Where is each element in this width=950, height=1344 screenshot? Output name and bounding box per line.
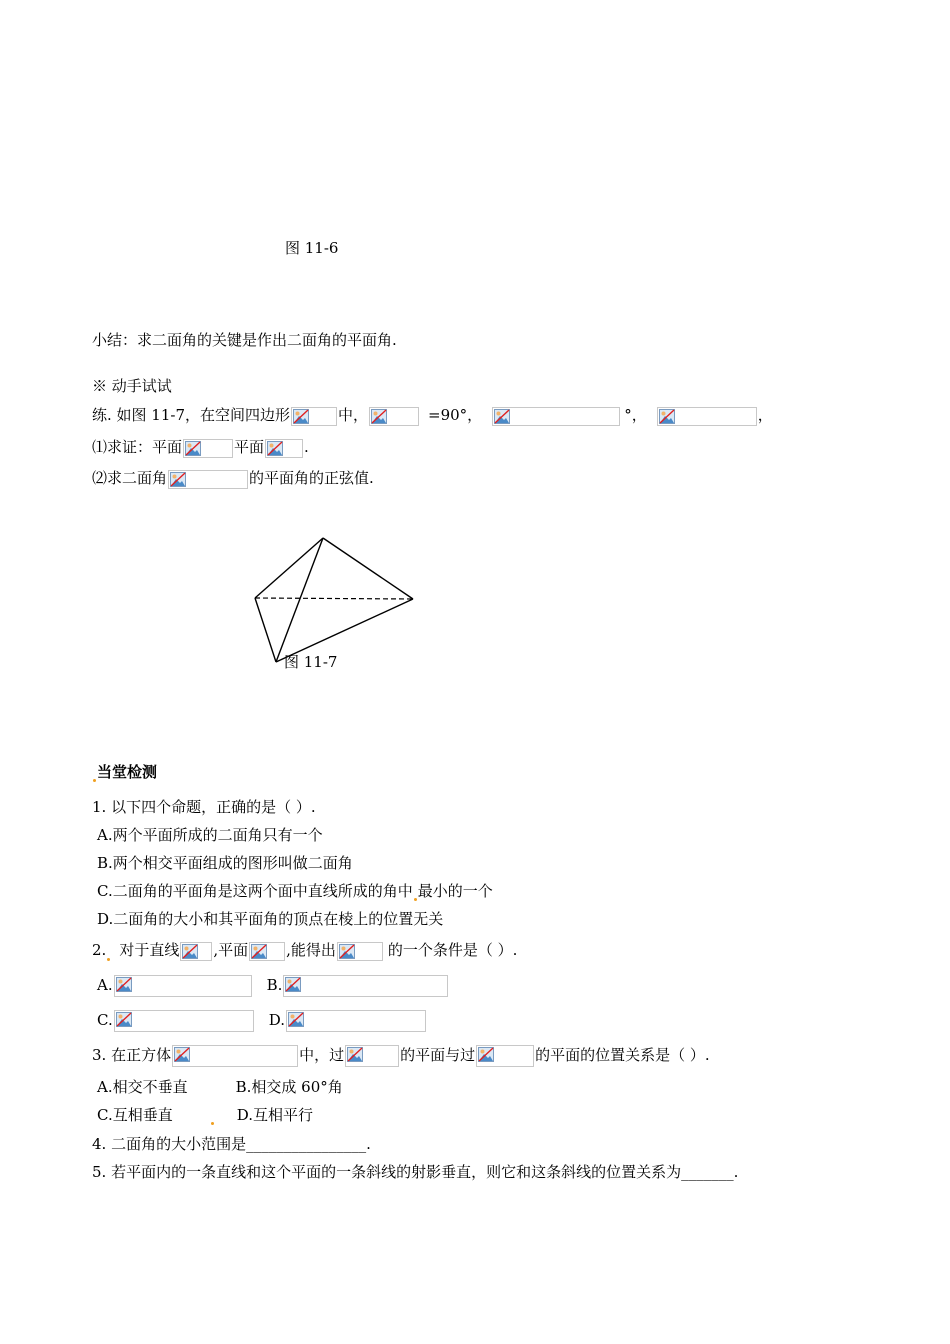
formula-image-icon <box>172 1045 298 1067</box>
question-text: ⑴求证：平面 <box>92 438 183 456</box>
question-text: 的平面的位置关系是（ ）. <box>535 1046 710 1064</box>
formula-image-icon <box>183 439 233 458</box>
test-q1-option-c <box>97 881 493 901</box>
test-q1-option-a: A.两个平面所成的二面角只有一个 <box>97 826 323 844</box>
test-q5: 5. 若平面内的一条直线和这个平面的一条斜线的射影垂直，则它和这条斜线的位置关系为_______. <box>92 1163 739 1181</box>
summary-text: 小结：求二面角的关键是作出二面角的平面角. <box>92 331 397 349</box>
figure-11-7-caption: 图 11-7 <box>284 653 338 671</box>
exercise-text: 练. 如图 11-7，在空间四边形 <box>92 406 291 424</box>
formula-image-icon <box>291 407 337 426</box>
formula-image-icon <box>283 975 448 997</box>
mark-dot <box>414 898 417 901</box>
edge-line <box>255 538 323 598</box>
test-q4: 4. 二面角的大小范围是________________. <box>92 1135 371 1153</box>
mark-dot <box>107 958 110 961</box>
formula-image-icon <box>114 1010 254 1032</box>
option-label: B. <box>266 976 283 994</box>
test-q1-stem: 1. 以下四个命题，正确的是（ ）. <box>92 798 316 816</box>
test-q1-option-b: B.两个相交平面组成的图形叫做二面角 <box>97 854 353 872</box>
option-text: 最小的一个 <box>417 882 493 900</box>
formula-image-icon <box>286 1010 426 1032</box>
question-1-line <box>92 437 309 458</box>
question-text: 的平面角的正弦值. <box>249 469 374 487</box>
formula-image-icon <box>337 942 383 961</box>
figure-11-7-tetrahedron <box>250 533 420 669</box>
try-heading: ※ 动手试试 <box>92 377 172 395</box>
formula-image-icon <box>476 1045 534 1067</box>
question-text: 对于直线 <box>119 941 180 959</box>
test-q3-options-ab <box>97 1077 343 1097</box>
test-q1-option-d: D.二面角的大小和其平面角的顶点在棱上的位置无关 <box>97 910 444 928</box>
question-text: 3. 在正方体 <box>92 1046 172 1064</box>
mark-dot <box>211 1122 214 1125</box>
option-text: C.互相垂直 <box>97 1106 173 1124</box>
question-number: 2. <box>92 941 107 959</box>
exercise-line <box>92 405 773 426</box>
question-text: ⑵求二面角 <box>92 469 168 487</box>
exercise-text: 中， <box>338 406 369 424</box>
mark-dot <box>93 779 96 782</box>
question-text: 中，过 <box>299 1046 345 1064</box>
exercise-text: =90°， <box>428 406 483 424</box>
exercise-text: °， <box>624 406 647 424</box>
option-text: B.相交成 60°角 <box>235 1078 343 1096</box>
formula-image-icon <box>180 942 212 961</box>
question-text: 平面 <box>234 438 265 456</box>
formula-image-icon <box>114 975 252 997</box>
option-text: A.相交不垂直 <box>97 1078 188 1096</box>
test-heading <box>92 762 157 782</box>
formula-image-icon <box>168 470 248 489</box>
test-q2-options-cd <box>97 1010 427 1032</box>
question-text: . <box>304 438 309 456</box>
question-text: 的一个条件是（ ）. <box>387 941 518 959</box>
formula-image-icon <box>345 1045 399 1067</box>
test-q3-stem <box>92 1045 710 1067</box>
formula-image-icon <box>369 407 419 426</box>
formula-image-icon <box>249 942 285 961</box>
edge-line <box>323 538 413 599</box>
formula-image-icon <box>492 407 620 426</box>
option-text: D.互相平行 <box>236 1106 313 1124</box>
figure-11-6-caption: 图 11-6 <box>285 239 339 257</box>
test-q2-stem <box>92 940 517 961</box>
test-heading-text: 当堂检测 <box>97 763 158 781</box>
option-label: A. <box>97 976 113 994</box>
question-2-line <box>92 468 374 489</box>
option-text: C.二面角的平面角是这两个面中直线所成的角中 <box>97 882 413 900</box>
hidden-edge-line <box>255 598 413 599</box>
question-text: 的平面与过 <box>400 1046 476 1064</box>
edge-line <box>255 598 276 662</box>
formula-image-icon <box>265 439 303 458</box>
question-text: ,平面 <box>213 941 249 959</box>
test-q2-options-ab <box>97 975 449 997</box>
option-label: C. <box>97 1011 113 1029</box>
exercise-text: ， <box>757 406 773 424</box>
question-text: ,能得出 <box>286 941 336 959</box>
test-q3-options-cd <box>97 1105 313 1125</box>
formula-image-icon <box>657 407 757 426</box>
option-label: D. <box>268 1011 285 1029</box>
